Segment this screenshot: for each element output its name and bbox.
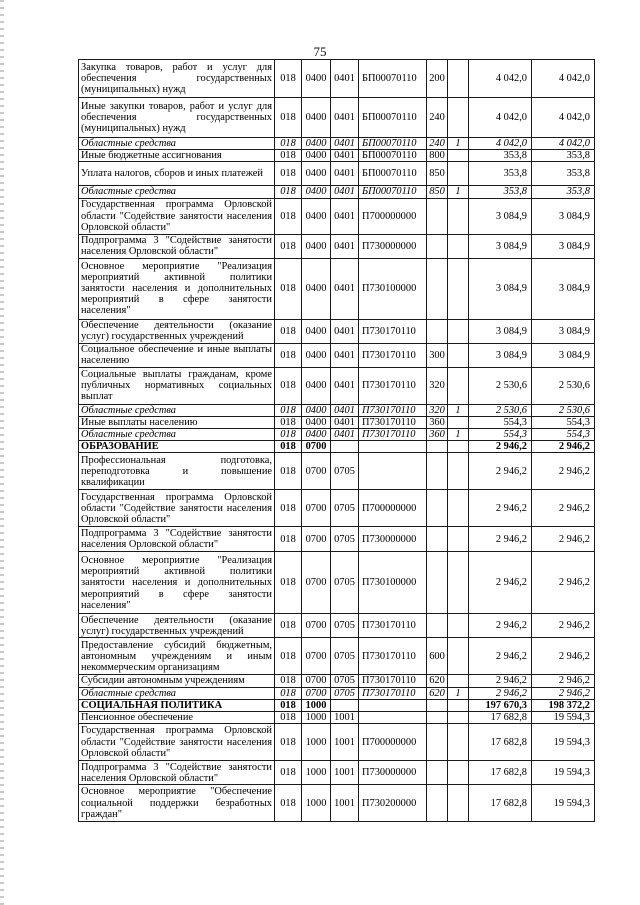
table-row: [79, 490, 595, 527]
subsection-code: 0401: [331, 429, 359, 441]
table-row: [79, 416, 595, 428]
row-name: Уплата налогов, сборов и иных платежей: [79, 162, 275, 186]
row-name: Субсидии автономным учреждениям: [79, 675, 275, 687]
table-row: [79, 712, 595, 724]
section-code: 1000: [302, 761, 331, 785]
row-name: Иные закупки товаров, работ и услуг для обеспечения государственных (муниципальных) нужд: [79, 98, 275, 138]
target-article-code: П730170110: [359, 429, 427, 441]
target-article-code: П730170110: [359, 367, 427, 404]
grbs-code: 018: [275, 614, 302, 638]
grbs-code: 018: [275, 429, 302, 441]
grbs-code: 018: [275, 367, 302, 404]
subsection-code: 1001: [331, 785, 359, 822]
amount-year-1: 2 946,2: [469, 527, 532, 552]
amount-year-2: 2 946,2: [532, 441, 595, 453]
funding-source-code: [448, 319, 469, 343]
grbs-code: 018: [275, 343, 302, 367]
grbs-code: 018: [275, 198, 302, 234]
row-name: Закупка товаров, работ и услуг для обеспечения государственных (муниципальных) нужд: [79, 60, 275, 98]
grbs-code: 018: [275, 186, 302, 198]
amount-year-1: 2 946,2: [469, 441, 532, 453]
section-code: 0400: [302, 60, 331, 98]
section-code: 1000: [302, 699, 331, 711]
row-name: Социальные выплаты гражданам, кроме публичных нормативных социальных выплат: [79, 367, 275, 404]
amount-year-2: 19 594,3: [532, 724, 595, 761]
expense-type-code: [427, 614, 448, 638]
funding-source-code: [448, 367, 469, 404]
amount-year-2: 353,8: [532, 186, 595, 198]
row-name: Основное мероприятие "Реализация мероприятий активной политики занятости населения и дополнительных мероприятий в сфере занятости населения": [79, 552, 275, 614]
grbs-code: 018: [275, 416, 302, 428]
section-code: 0700: [302, 453, 331, 490]
amount-year-2: 4 042,0: [532, 60, 595, 98]
amount-year-1: 3 084,9: [469, 343, 532, 367]
funding-source-code: [448, 699, 469, 711]
funding-source-code: [448, 527, 469, 552]
grbs-code: 018: [275, 150, 302, 162]
target-article-code: БП00070110: [359, 186, 427, 198]
expense-type-code: 620: [427, 675, 448, 687]
table-row: [79, 638, 595, 675]
amount-year-1: 17 682,8: [469, 785, 532, 822]
table-row: [79, 258, 595, 319]
section-code: 0400: [302, 258, 331, 319]
amount-year-2: 198 372,2: [532, 699, 595, 711]
grbs-code: 018: [275, 527, 302, 552]
amount-year-1: 2 946,2: [469, 638, 532, 675]
funding-source-code: [448, 724, 469, 761]
funding-source-code: [448, 234, 469, 258]
amount-year-2: 2 530,6: [532, 367, 595, 404]
table-row-regional-funds: [79, 404, 595, 416]
amount-year-1: 2 946,2: [469, 614, 532, 638]
grbs-code: 018: [275, 441, 302, 453]
table-row: [79, 198, 595, 234]
amount-year-1: 2 946,2: [469, 453, 532, 490]
row-name: Подпрограмма 3 "Содействие занятости населения Орловской области": [79, 234, 275, 258]
target-article-code: БП00070110: [359, 138, 427, 150]
subsection-code: 0401: [331, 319, 359, 343]
subsection-code: 0705: [331, 675, 359, 687]
amount-year-2: 353,8: [532, 150, 595, 162]
amount-year-1: 4 042,0: [469, 138, 532, 150]
amount-year-1: 4 042,0: [469, 98, 532, 138]
row-name: Областные средства: [79, 138, 275, 150]
row-name: Подпрограмма 3 "Содействие занятости населения Орловской области": [79, 527, 275, 552]
funding-source-code: [448, 761, 469, 785]
table-row: [79, 675, 595, 687]
grbs-code: 018: [275, 761, 302, 785]
expense-type-code: [427, 490, 448, 527]
grbs-code: 018: [275, 638, 302, 675]
amount-year-1: 3 084,9: [469, 198, 532, 234]
expense-type-code: 300: [427, 343, 448, 367]
expense-type-code: [427, 319, 448, 343]
expense-type-code: 320: [427, 367, 448, 404]
funding-source-code: [448, 638, 469, 675]
section-code: 0700: [302, 490, 331, 527]
funding-source-code: [448, 441, 469, 453]
funding-source-code: [448, 675, 469, 687]
section-code: 1000: [302, 724, 331, 761]
grbs-code: 018: [275, 60, 302, 98]
row-name: Областные средства: [79, 687, 275, 699]
funding-source-code: [448, 198, 469, 234]
amount-year-2: 2 946,2: [532, 687, 595, 699]
section-code: 0400: [302, 98, 331, 138]
target-article-code: П730000000: [359, 761, 427, 785]
section-code: 0400: [302, 138, 331, 150]
amount-year-2: 554,3: [532, 416, 595, 428]
grbs-code: 018: [275, 687, 302, 699]
subsection-code: 0705: [331, 453, 359, 490]
section-code: 0400: [302, 367, 331, 404]
table-row: [79, 761, 595, 785]
funding-source-code: [448, 150, 469, 162]
amount-year-1: 197 670,3: [469, 699, 532, 711]
subsection-code: 0705: [331, 527, 359, 552]
table-row-section: [79, 699, 595, 711]
subsection-code: 0401: [331, 234, 359, 258]
grbs-code: 018: [275, 490, 302, 527]
table-row: [79, 785, 595, 822]
amount-year-1: 3 084,9: [469, 258, 532, 319]
amount-year-2: 554,3: [532, 429, 595, 441]
expense-type-code: [427, 552, 448, 614]
amount-year-2: 2 946,2: [532, 552, 595, 614]
table-row: [79, 60, 595, 98]
amount-year-2: 4 042,0: [532, 138, 595, 150]
expense-type-code: 360: [427, 429, 448, 441]
subsection-code: [331, 441, 359, 453]
target-article-code: П730170110: [359, 404, 427, 416]
amount-year-1: 2 530,6: [469, 367, 532, 404]
amount-year-2: 19 594,3: [532, 761, 595, 785]
table-row-section: [79, 441, 595, 453]
expense-type-code: 800: [427, 150, 448, 162]
target-article-code: [359, 699, 427, 711]
section-code: 0400: [302, 234, 331, 258]
amount-year-1: 353,8: [469, 162, 532, 186]
row-name: Предоставление субсидий бюджетным, автономным учреждениям и иным некоммерческим организациям: [79, 638, 275, 675]
subsection-code: 0705: [331, 638, 359, 675]
expense-type-code: [427, 712, 448, 724]
table-row: [79, 98, 595, 138]
section-code: 0400: [302, 150, 331, 162]
section-code: 0700: [302, 687, 331, 699]
page-number: 75: [313, 44, 327, 59]
table-row: [79, 527, 595, 552]
grbs-code: 018: [275, 675, 302, 687]
row-name: Государственная программа Орловской области "Содействие занятости населения Орловской области": [79, 724, 275, 761]
amount-year-2: 3 084,9: [532, 319, 595, 343]
subsection-code: 0401: [331, 343, 359, 367]
grbs-code: 018: [275, 699, 302, 711]
section-code: 0400: [302, 404, 331, 416]
subsection-code: 0401: [331, 150, 359, 162]
grbs-code: 018: [275, 552, 302, 614]
row-name: СОЦИАЛЬНАЯ ПОЛИТИКА: [79, 699, 275, 711]
amount-year-2: 3 084,9: [532, 343, 595, 367]
expense-type-code: 320: [427, 404, 448, 416]
funding-source-code: [448, 712, 469, 724]
funding-source-code: [448, 453, 469, 490]
expense-type-code: 240: [427, 138, 448, 150]
row-name: Профессиональная подготовка, переподготовка и повышение квалификации: [79, 453, 275, 490]
table-row: [79, 367, 595, 404]
section-code: 1000: [302, 712, 331, 724]
expense-type-code: 620: [427, 687, 448, 699]
row-name: Основное мероприятие "Обеспечение социальной поддержки безработных граждан": [79, 785, 275, 822]
amount-year-2: 2 530,6: [532, 404, 595, 416]
table-row: [79, 319, 595, 343]
amount-year-1: 4 042,0: [469, 60, 532, 98]
row-name: Обеспечение деятельности (оказание услуг) государственных учреждений: [79, 614, 275, 638]
row-name: Областные средства: [79, 404, 275, 416]
subsection-code: 0401: [331, 198, 359, 234]
table-row: [79, 552, 595, 614]
target-article-code: П730170110: [359, 416, 427, 428]
amount-year-2: 2 946,2: [532, 675, 595, 687]
subsection-code: 0401: [331, 186, 359, 198]
budget-table-body: [79, 60, 595, 822]
amount-year-1: 2 946,2: [469, 687, 532, 699]
section-code: 0400: [302, 416, 331, 428]
row-name: Государственная программа Орловской области "Содействие занятости населения Орловской области": [79, 198, 275, 234]
target-article-code: БП00070110: [359, 150, 427, 162]
row-name: Областные средства: [79, 429, 275, 441]
expense-type-code: [427, 441, 448, 453]
expense-type-code: 600: [427, 638, 448, 675]
section-code: 0700: [302, 675, 331, 687]
section-code: 0400: [302, 319, 331, 343]
grbs-code: 018: [275, 258, 302, 319]
amount-year-1: 554,3: [469, 416, 532, 428]
target-article-code: П730170110: [359, 343, 427, 367]
amount-year-2: 2 946,2: [532, 453, 595, 490]
amount-year-1: 2 946,2: [469, 675, 532, 687]
subsection-code: 0401: [331, 162, 359, 186]
section-code: 0400: [302, 343, 331, 367]
funding-source-code: 1: [448, 404, 469, 416]
section-code: 0700: [302, 614, 331, 638]
expense-type-code: [427, 699, 448, 711]
amount-year-2: 3 084,9: [532, 234, 595, 258]
funding-source-code: [448, 60, 469, 98]
amount-year-2: 19 594,3: [532, 712, 595, 724]
table-row: [79, 150, 595, 162]
row-name: Государственная программа Орловской области "Содействие занятости населения Орловской области": [79, 490, 275, 527]
grbs-code: 018: [275, 453, 302, 490]
expense-type-code: [427, 527, 448, 552]
funding-source-code: 1: [448, 687, 469, 699]
target-article-code: П700000000: [359, 490, 427, 527]
section-code: 0700: [302, 638, 331, 675]
expense-type-code: [427, 198, 448, 234]
target-article-code: БП00070110: [359, 98, 427, 138]
target-article-code: П730170110: [359, 614, 427, 638]
funding-source-code: [448, 552, 469, 614]
subsection-code: 1001: [331, 724, 359, 761]
row-name: Социальное обеспечение и иные выплаты населению: [79, 343, 275, 367]
amount-year-1: 554,3: [469, 429, 532, 441]
amount-year-2: 4 042,0: [532, 98, 595, 138]
table-row: [79, 724, 595, 761]
amount-year-1: 2 530,6: [469, 404, 532, 416]
amount-year-2: 2 946,2: [532, 527, 595, 552]
row-name: Обеспечение деятельности (оказание услуг) государственных учреждений: [79, 319, 275, 343]
funding-source-code: [448, 785, 469, 822]
table-row: [79, 343, 595, 367]
budget-table: [78, 59, 595, 822]
funding-source-code: [448, 162, 469, 186]
expense-type-code: [427, 453, 448, 490]
grbs-code: 018: [275, 404, 302, 416]
subsection-code: 0401: [331, 258, 359, 319]
target-article-code: П730000000: [359, 234, 427, 258]
amount-year-1: 17 682,8: [469, 761, 532, 785]
row-name: Областные средства: [79, 186, 275, 198]
section-code: 0400: [302, 162, 331, 186]
grbs-code: 018: [275, 724, 302, 761]
subsection-code: [331, 699, 359, 711]
subsection-code: 0401: [331, 404, 359, 416]
table-row-regional-funds: [79, 138, 595, 150]
funding-source-code: 1: [448, 138, 469, 150]
grbs-code: 018: [275, 98, 302, 138]
expense-type-code: [427, 785, 448, 822]
section-code: 0400: [302, 429, 331, 441]
amount-year-1: 2 946,2: [469, 490, 532, 527]
funding-source-code: [448, 98, 469, 138]
row-name: Иные бюджетные ассигнования: [79, 150, 275, 162]
expense-type-code: 850: [427, 162, 448, 186]
funding-source-code: [448, 343, 469, 367]
funding-source-code: [448, 490, 469, 527]
subsection-code: 0705: [331, 490, 359, 527]
amount-year-1: 2 946,2: [469, 552, 532, 614]
target-article-code: [359, 712, 427, 724]
target-article-code: П730100000: [359, 258, 427, 319]
amount-year-1: 17 682,8: [469, 724, 532, 761]
subsection-code: 0705: [331, 614, 359, 638]
row-name: ОБРАЗОВАНИЕ: [79, 441, 275, 453]
table-row: [79, 453, 595, 490]
subsection-code: 0705: [331, 552, 359, 614]
expense-type-code: 360: [427, 416, 448, 428]
subsection-code: 1001: [331, 712, 359, 724]
amount-year-2: 3 084,9: [532, 258, 595, 319]
amount-year-1: 353,8: [469, 186, 532, 198]
expense-type-code: [427, 234, 448, 258]
amount-year-1: 3 084,9: [469, 319, 532, 343]
target-article-code: П700000000: [359, 724, 427, 761]
target-article-code: БП00070110: [359, 162, 427, 186]
table-row: [79, 614, 595, 638]
expense-type-code: [427, 258, 448, 319]
amount-year-1: 17 682,8: [469, 712, 532, 724]
target-article-code: П730000000: [359, 527, 427, 552]
expense-type-code: 850: [427, 186, 448, 198]
expense-type-code: [427, 761, 448, 785]
grbs-code: 018: [275, 712, 302, 724]
row-name: Основное мероприятие "Реализация мероприятий активной политики занятости населения и дополнительных мероприятий в сфере занятости населения": [79, 258, 275, 319]
funding-source-code: [448, 258, 469, 319]
section-code: 0400: [302, 198, 331, 234]
subsection-code: 0401: [331, 138, 359, 150]
subsection-code: 0705: [331, 687, 359, 699]
table-row-regional-funds: [79, 687, 595, 699]
amount-year-2: 2 946,2: [532, 490, 595, 527]
target-article-code: П730170110: [359, 675, 427, 687]
subsection-code: 0401: [331, 60, 359, 98]
table-row: [79, 234, 595, 258]
target-article-code: П700000000: [359, 198, 427, 234]
grbs-code: 018: [275, 319, 302, 343]
section-code: 0700: [302, 527, 331, 552]
grbs-code: 018: [275, 785, 302, 822]
funding-source-code: [448, 416, 469, 428]
target-article-code: П730200000: [359, 785, 427, 822]
funding-source-code: 1: [448, 186, 469, 198]
amount-year-2: 353,8: [532, 162, 595, 186]
funding-source-code: [448, 614, 469, 638]
funding-source-code: 1: [448, 429, 469, 441]
target-article-code: П730170110: [359, 687, 427, 699]
row-name: Иные выплаты населению: [79, 416, 275, 428]
subsection-code: 1001: [331, 761, 359, 785]
table-row-regional-funds: [79, 429, 595, 441]
grbs-code: 018: [275, 162, 302, 186]
subsection-code: 0401: [331, 98, 359, 138]
amount-year-2: 2 946,2: [532, 614, 595, 638]
target-article-code: БП00070110: [359, 60, 427, 98]
grbs-code: 018: [275, 234, 302, 258]
expense-type-code: [427, 724, 448, 761]
row-name: Подпрограмма 3 "Содействие занятости населения Орловской области": [79, 761, 275, 785]
row-name: Пенсионное обеспечение: [79, 712, 275, 724]
table-row: [79, 162, 595, 186]
target-article-code: [359, 453, 427, 490]
amount-year-2: 3 084,9: [532, 198, 595, 234]
target-article-code: П730170110: [359, 319, 427, 343]
expense-type-code: 240: [427, 98, 448, 138]
amount-year-1: 353,8: [469, 150, 532, 162]
section-code: 0700: [302, 552, 331, 614]
grbs-code: 018: [275, 138, 302, 150]
amount-year-1: 3 084,9: [469, 234, 532, 258]
subsection-code: 0401: [331, 416, 359, 428]
expense-type-code: 200: [427, 60, 448, 98]
section-code: 1000: [302, 785, 331, 822]
target-article-code: П730170110: [359, 638, 427, 675]
subsection-code: 0401: [331, 367, 359, 404]
amount-year-2: 19 594,3: [532, 785, 595, 822]
amount-year-2: 2 946,2: [532, 638, 595, 675]
target-article-code: П730100000: [359, 552, 427, 614]
section-code: 0700: [302, 441, 331, 453]
target-article-code: [359, 441, 427, 453]
section-code: 0400: [302, 186, 331, 198]
table-row-regional-funds: [79, 186, 595, 198]
scan-edge: [0, 0, 4, 905]
